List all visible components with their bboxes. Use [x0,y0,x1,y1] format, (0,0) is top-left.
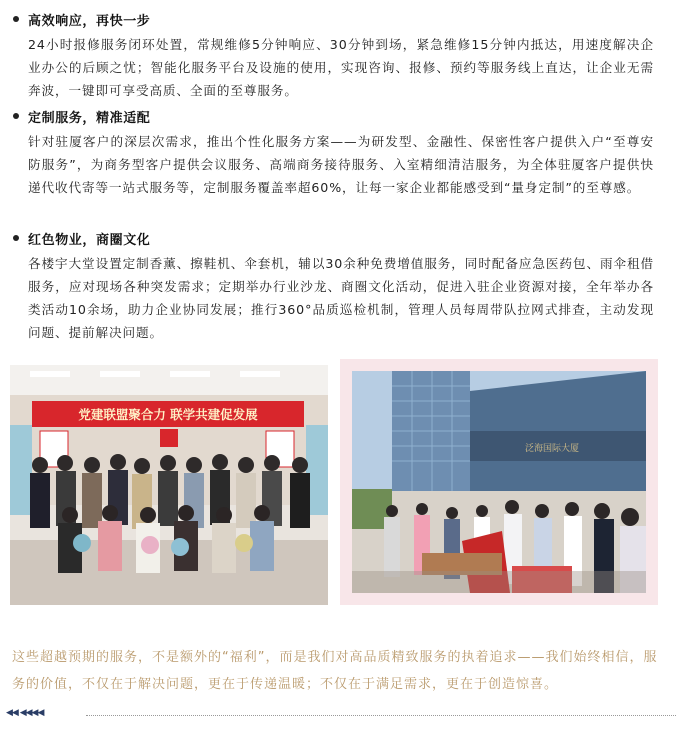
banner-text: 党建联盟聚合力 联学共建促发展 [78,407,258,422]
footer-arrows-icon: ◀◀ ◀◀◀◀ [6,708,44,718]
section-heading [10,228,662,248]
section-efficient-response [10,9,662,102]
bullet-icon [13,16,19,22]
group-photo [10,365,328,605]
section-title: 高效响应，再快一步 [28,13,151,29]
closing-paragraph: 这些超越预期的服务，不是额外的“福利”，而是我们对高品质精致服务的执着追求——我们始终相信，服务的价值，不仅在于解决问题，更在于传递温暖；不仅在于满足需求，更在于创造惊喜。 [12,650,658,692]
section-body: 针对驻厦客户的深层次需求，推出个性化服务方案——为研发型、金融性、保密性客户提供入户“至尊安防服务”，为商务型客户提供会议服务、高端商务接待服务、入室精细清洁服务，为全体驻厦客户提供快递代收代寄等一站式服务等，定制服务覆盖率超60%，让每一家企业都能感受到“量身定制”的至尊感。 [28,134,654,195]
footer-divider [86,715,676,716]
section-heading [10,9,662,29]
bullet-icon [13,235,19,241]
event-photo [352,371,646,593]
section-body: 各楼宇大堂设置定制香薰、擦鞋机、伞套机，辅以30余种免费增值服务，同时配备应急医药包、雨伞租借服务，应对现场各种突发需求；定期举办行业沙龙、商圈文化活动，促进入驻企业资源对接，全年举办各类活动10余场，助力企业协同发展；推行360°品质巡检机制，管理人员每周带队拉网式排查，主动发现问题、提前解决问题。 [28,256,654,340]
building-sign: 泛海国际大厦 [524,444,580,454]
section-title: 红色物业，商圈文化 [28,232,151,248]
section-body: 24小时报修服务闭环处置，常规维修5分钟响应、30分钟到场，紧急维修15分钟内抵达，用速度解决企业办公的后顾之忧；智能化服务平台及设施的使用，实现咨询、报修、预约等服务线上直达，让企业无需奔波，一键即可享受高质、全面的至尊服务。 [28,37,654,98]
bullet-icon [13,113,19,119]
event-photo-frame [340,359,658,605]
section-heading [10,106,662,126]
section-red-property [10,228,662,344]
section-custom-service [10,106,662,199]
section-title: 定制服务，精准适配 [28,110,151,126]
